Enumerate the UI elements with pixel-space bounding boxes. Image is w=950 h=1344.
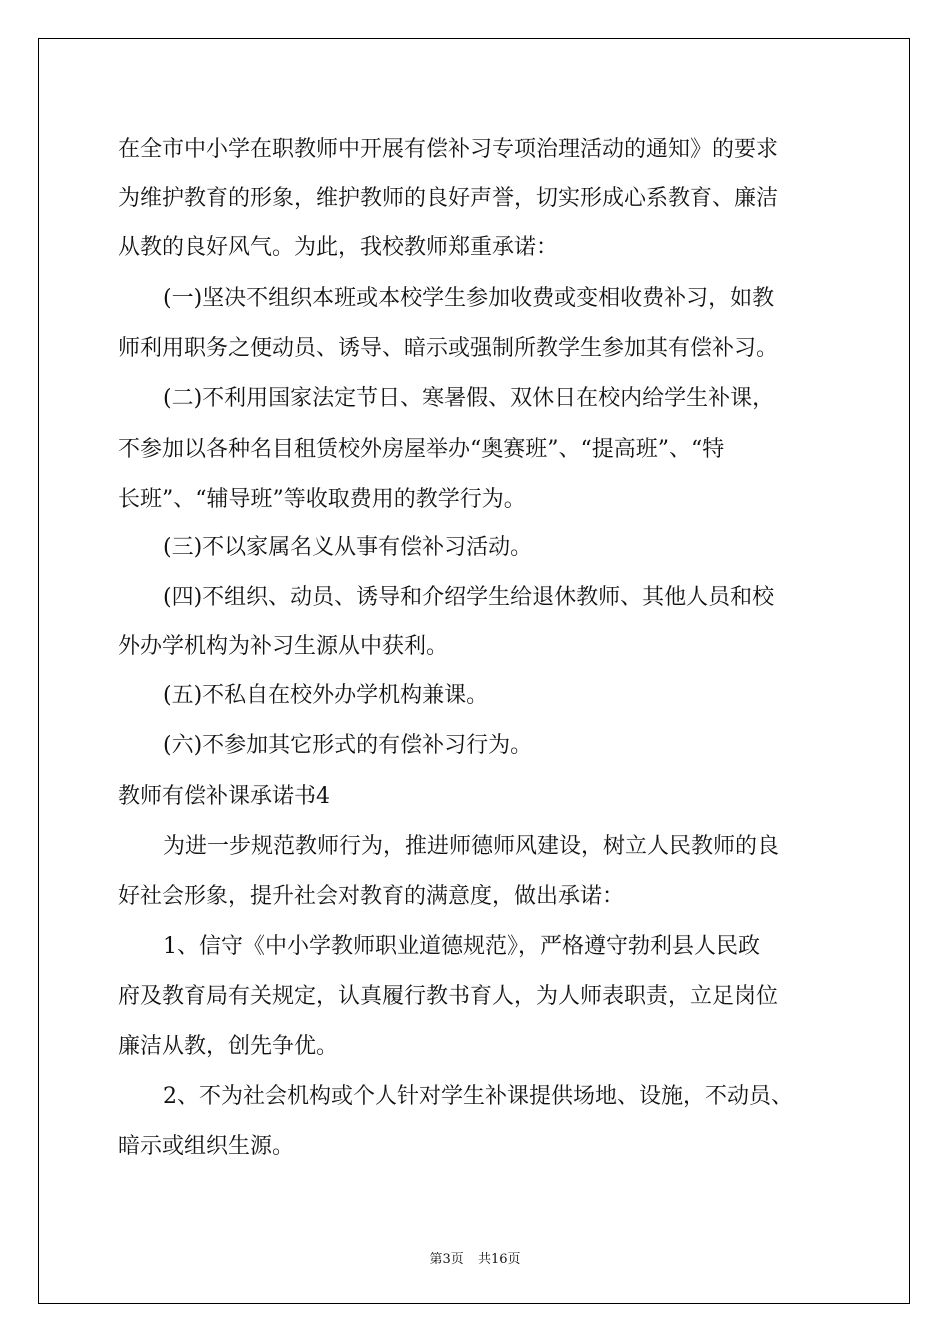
- body-line: 暗示或组织生源。: [118, 1134, 295, 1159]
- paragraph-item: (一)坚决不组织本班或本校学生参加收费或变相收费补习，如教: [163, 286, 775, 311]
- page-frame: [38, 38, 910, 1304]
- body-line: 在全市中小学在职教师中开展有偿补习专项治理活动的通知》的要求: [118, 137, 779, 162]
- section-heading: 教师有偿补课承诺书4: [118, 784, 330, 809]
- body-line: 为维护教育的形象，维护教师的良好声誉，切实形成心系教育、廉洁: [118, 186, 779, 211]
- page-footer: [0, 1248, 950, 1267]
- paragraph-item: (六)不参加其它形式的有偿补习行为。: [163, 733, 533, 758]
- body-line: 好社会形象，提升社会对教育的满意度，做出承诺：: [118, 884, 625, 909]
- page-total: 共16页: [477, 1252, 521, 1267]
- body-line: 不参加以各种名目租赁校外房屋举办“奥赛班”、“提高班”、“特: [118, 437, 725, 462]
- paragraph-item: (四)不组织、动员、诱导和介绍学生给退休教师、其他人员和校: [163, 585, 775, 610]
- paragraph-item: 为进一步规范教师行为，推进师德师风建设，树立人民教师的良: [163, 834, 780, 859]
- page-number: 第3页: [429, 1252, 464, 1267]
- body-line: 廉洁从教，创先争优。: [118, 1034, 339, 1059]
- paragraph-item: 2、不为社会机构或个人针对学生补课提供场地、设施，不动员、: [163, 1084, 793, 1109]
- paragraph-item: (五)不私自在校外办学机构兼课。: [163, 683, 489, 708]
- paragraph-item: (三)不以家属名义从事有偿补习活动。: [163, 535, 533, 560]
- body-line: 从教的良好风气。为此，我校教师郑重承诺：: [118, 235, 559, 260]
- body-line: 长班”、“辅导班”等收取费用的教学行为。: [118, 487, 526, 512]
- body-line: 师利用职务之便动员、诱导、暗示或强制所教学生参加其有偿补习。: [118, 336, 779, 361]
- body-line: 外办学机构为补习生源从中获利。: [118, 634, 449, 659]
- paragraph-item: 1、信守《中小学教师职业道德规范》，严格遵守勃利县人民政: [163, 934, 760, 959]
- body-line: 府及教育局有关规定，认真履行教书育人，为人师表职责，立足岗位: [118, 984, 779, 1009]
- paragraph-item: (二)不利用国家法定节日、寒暑假、双休日在校内给学生补课，: [163, 386, 775, 411]
